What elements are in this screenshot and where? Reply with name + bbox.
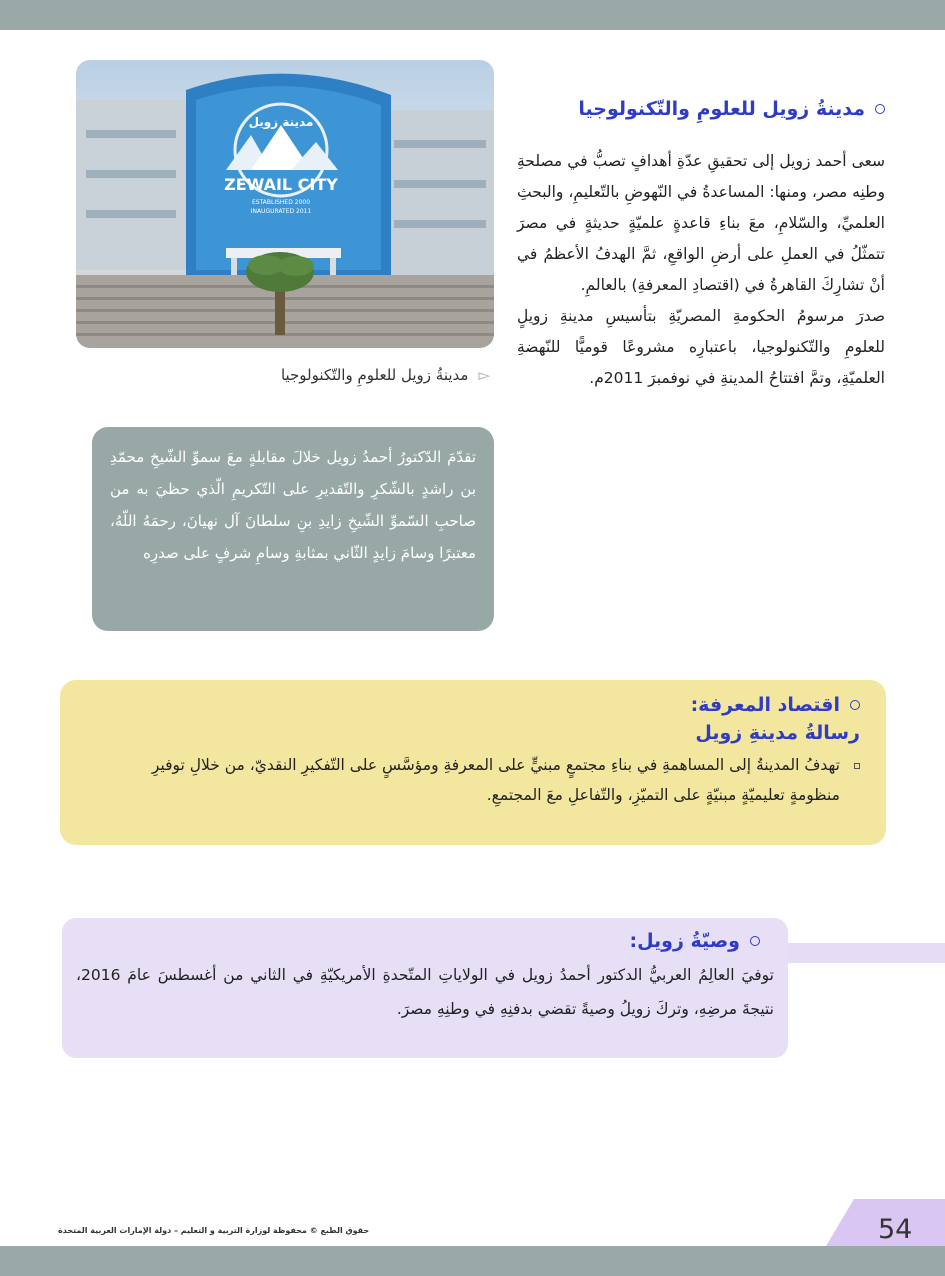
- zewail-city-paragraph-1: سعى أحمد زويل إلى تحقيقِ عدّةِ أهدافٍ تصبُّ في مصلحةِ وطنِه مصر، ومنها: المساعدةُ في النّهوضِ بالتّعليمِ، والبحثِ العلميِّ، والسّلامِ، معَ بناءِ قاعدةٍ علميّةٍ حديثةٍ في مصرَ تتمثّلُ في العملِ على أرضِ الواقعِ، ثمَّ الهدفُ الأعظمُ في أنْ تشارِكَ القاهرةُ في (اقتصادِ المعرفةِ) بالعالمِ.: [517, 152, 885, 294]
- mission-text: تهدفُ المدينةُ إلى المساهمةِ في بناءِ مجتمعٍ مبنيٍّ على المعرفةِ ومؤسَّسٍ على التّفكيرِ النقديّ، من خلالِ توفيرِ منظومةٍ تعليميّةٍ مبنيّةٍ على التميّزِ، والتّفاعلِ معَ المجتمعِ.: [151, 756, 840, 804]
- photo-caption: [70, 366, 490, 384]
- zewail-mission-subtitle: رسالةُ مدينةِ زويل: [695, 722, 860, 744]
- zewail-will-title-text: وصيّةُ زويل:: [629, 930, 740, 952]
- copyright-notice: حقوق الطبع © محفوظة لوزارة التربية و التعليم – دولة الإمارات العربية المتحدة: [58, 1226, 370, 1235]
- ring-bullet-icon: [875, 104, 885, 114]
- decorative-strip: [788, 943, 945, 963]
- page-number: 54: [878, 1214, 913, 1245]
- bottom-bar: [0, 1246, 945, 1276]
- sign-established: ESTABLISHED 2000: [251, 199, 311, 206]
- knowledge-economy-title: [106, 694, 860, 716]
- top-bar: [0, 0, 945, 30]
- zewail-city-photo: [76, 60, 494, 348]
- zewail-city-body: [517, 146, 885, 394]
- sign-arabic: مدينة زويل: [248, 115, 314, 129]
- knowledge-economy-panel: [60, 680, 886, 845]
- zewail-city-paragraph-2: صدرَ مرسومُ الحكومةِ المصريّةِ بتأسيسِ مدينةِ زويلٍ للعلومِ والتّكنولوجيا، باعتبارِه مشروعًا قوميًّا للنّهضةِ العلميّةِ، وتمَّ افتتاحُ المدينةِ في نوفمبرَ 2011م.: [517, 307, 885, 387]
- ring-bullet-icon: [750, 936, 760, 946]
- zewail-city-heading: [578, 98, 885, 120]
- sign-inaugurated: INAUGURATED 2011: [250, 208, 312, 215]
- caption-pointer-icon: ▻: [478, 366, 490, 384]
- square-bullet-icon: [854, 763, 860, 769]
- zewail-will-text: توفيَ العالِمُ العربيُّ الدكتور أحمدُ زويل في الولاياتِ المتّحدةِ الأمريكيّةِ في الثاني من أغسطسَ عامَ 2016، نتيجةَ مرضِهِ، وتركَ زويلُ وصيةً تقضي بدفنِهِ في وطنِهِ مصرَ.: [76, 966, 774, 1018]
- ring-bullet-icon: [850, 700, 860, 710]
- quote-box: [92, 427, 494, 631]
- quote-text: تقدّمَ الدّكتورُ أحمدُ زويل خلالَ مقابلةٍ معَ سموِّ الشّيخِ محمّدِ بن راشدٍ بالشّكرِ والتّقديرِ على التّكريمِ الّذي حظيَ به من صاحبِ السّموِّ الشّيخِ زايدِ بنِ سلطانَ آل نهيانَ، رحمَهُ اللّهُ، معتبرًا وسامَ زايدٍ الثّاني بمثابةِ وسامِ شرفٍ على صدرِه: [110, 448, 476, 562]
- sign-english: ZEWAIL CITY: [224, 175, 338, 194]
- list-item: [106, 750, 860, 810]
- knowledge-economy-title-text: اقتصاد المعرفة:: [690, 694, 840, 716]
- zewail-will-title: [76, 930, 760, 952]
- zewail-city-heading-text: مدينةُ زويل للعلومِ والتّكنولوجيا: [578, 98, 865, 120]
- zewail-will-panel: [62, 918, 788, 1058]
- caption-text: مدينةُ زويل للعلومِ والتّكنولوجيا: [280, 366, 469, 384]
